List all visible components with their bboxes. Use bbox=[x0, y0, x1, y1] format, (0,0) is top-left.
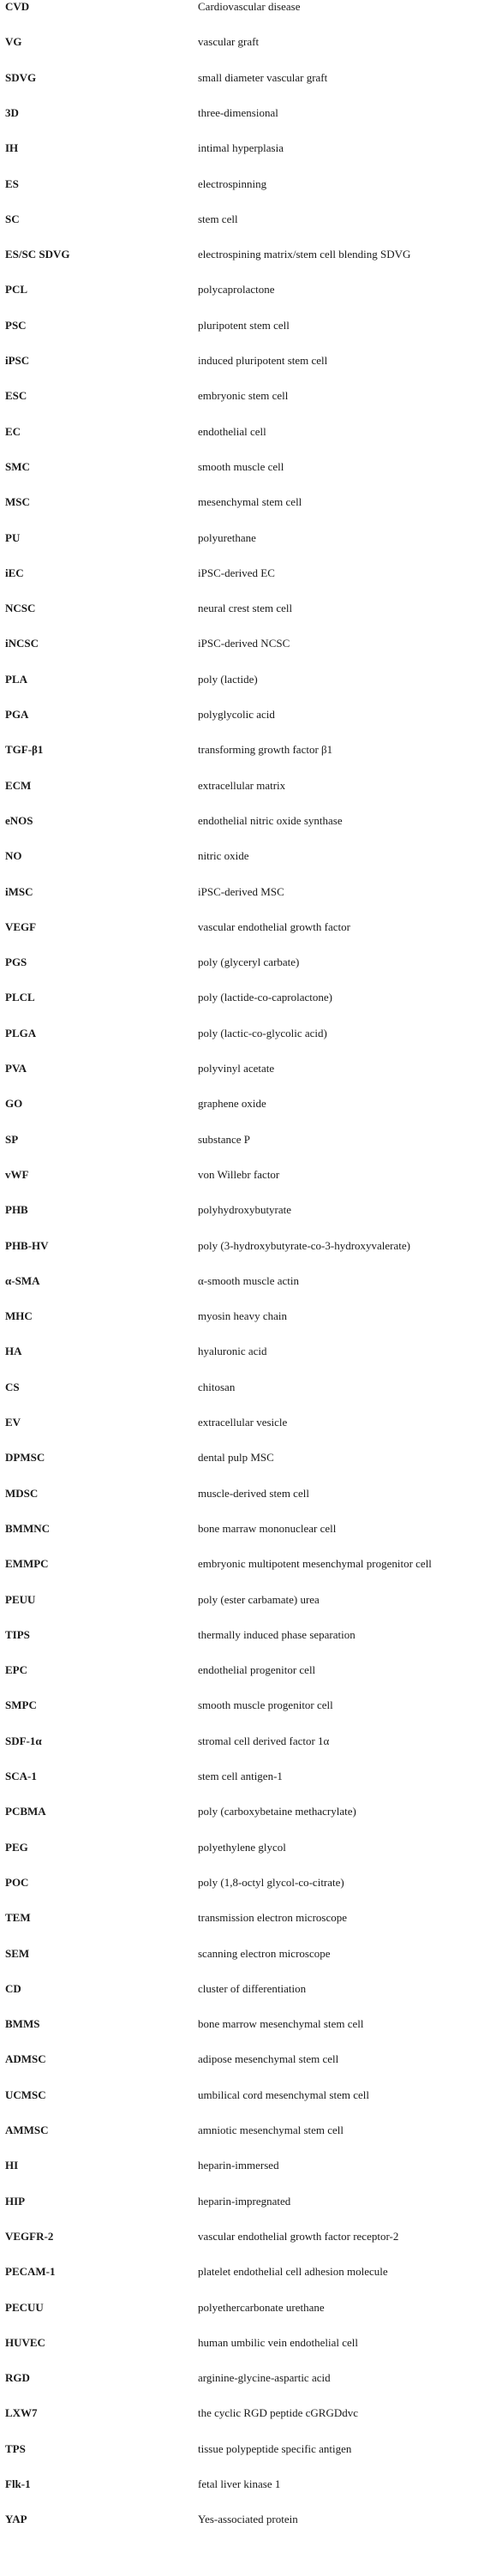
abbreviation-definition: muscle-derived stem cell bbox=[198, 1486, 309, 1500]
abbreviation-definition: electrospinning bbox=[198, 177, 267, 190]
abbreviation-term: PU bbox=[5, 530, 21, 544]
abbreviation-definition: induced pluripotent stem cell bbox=[198, 354, 328, 367]
abbreviation-definition: iPSC-derived EC bbox=[198, 566, 275, 579]
abbreviation-definition: bone marraw mononuclear cell bbox=[198, 1521, 337, 1535]
abbreviation-term: YAP bbox=[5, 2513, 27, 2526]
abbreviation-row bbox=[0, 1381, 478, 1412]
abbreviation-row bbox=[0, 2230, 478, 2261]
abbreviation-term: BMMNC bbox=[5, 1521, 50, 1535]
abbreviation-term: NO bbox=[5, 849, 22, 863]
abbreviation-definition: graphene oxide bbox=[198, 1097, 266, 1111]
abbreviation-definition: poly (lactide) bbox=[198, 672, 258, 686]
abbreviation-term: ES/SC SDVG bbox=[5, 248, 70, 261]
abbreviation-definition: iPSC-derived MSC bbox=[198, 884, 284, 898]
abbreviation-row bbox=[0, 2159, 478, 2190]
abbreviation-definition: endothelial cell bbox=[198, 424, 266, 438]
abbreviation-row bbox=[0, 71, 478, 103]
abbreviation-term: SDF-1α bbox=[5, 1734, 42, 1747]
abbreviation-row bbox=[0, 1274, 478, 1306]
abbreviation-row bbox=[0, 1911, 478, 1943]
abbreviation-row bbox=[0, 2017, 478, 2049]
abbreviation-term: iMSC bbox=[5, 884, 33, 898]
abbreviation-definition: transmission electron microscope bbox=[198, 1911, 348, 1925]
abbreviation-definition: mesenchymal stem cell bbox=[198, 495, 302, 509]
abbreviation-row bbox=[0, 885, 478, 917]
abbreviation-row bbox=[0, 141, 478, 173]
abbreviation-row bbox=[0, 779, 478, 811]
abbreviation-term: EPC bbox=[5, 1663, 27, 1677]
abbreviation-row bbox=[0, 1947, 478, 1979]
abbreviation-definition: transforming growth factor β1 bbox=[198, 743, 333, 757]
abbreviation-term: HUVEC bbox=[5, 2335, 45, 2349]
abbreviation-row bbox=[0, 2442, 478, 2474]
abbreviation-row bbox=[0, 1451, 478, 1483]
abbreviation-row bbox=[0, 849, 478, 881]
abbreviation-term: PLCL bbox=[5, 991, 35, 1004]
abbreviation-term: MHC bbox=[5, 1309, 33, 1323]
abbreviation-row bbox=[0, 1698, 478, 1730]
abbreviation-definition: von Willebr factor bbox=[198, 1167, 280, 1181]
abbreviation-row bbox=[0, 283, 478, 315]
abbreviation-row bbox=[0, 1062, 478, 1093]
abbreviation-row bbox=[0, 319, 478, 350]
abbreviation-row bbox=[0, 2052, 478, 2084]
abbreviation-term: RGD bbox=[5, 2371, 30, 2385]
abbreviation-term: LXW7 bbox=[5, 2406, 38, 2420]
abbreviation-row bbox=[0, 991, 478, 1022]
abbreviation-row bbox=[0, 2336, 478, 2368]
abbreviation-definition: umbilical cord mesenchymal stem cell bbox=[198, 2088, 369, 2101]
abbreviation-definition: poly (ester carbamate) urea bbox=[198, 1592, 320, 1606]
abbreviation-term: eNOS bbox=[5, 813, 33, 827]
abbreviation-term: CS bbox=[5, 1380, 20, 1393]
abbreviation-row bbox=[0, 956, 478, 987]
abbreviation-row bbox=[0, 1770, 478, 1801]
abbreviation-term: PECAM-1 bbox=[5, 2265, 56, 2279]
abbreviation-row bbox=[0, 1593, 478, 1625]
abbreviation-row bbox=[0, 743, 478, 775]
abbreviation-term: SP bbox=[5, 1132, 19, 1146]
abbreviation-row bbox=[0, 1876, 478, 1908]
abbreviation-term: PLGA bbox=[5, 1026, 37, 1039]
abbreviation-term: HIP bbox=[5, 2194, 26, 2208]
abbreviation-definition: stem cell bbox=[198, 212, 238, 225]
abbreviation-definition: vascular endothelial growth factor receptor-2 bbox=[198, 2229, 399, 2243]
abbreviation-row bbox=[0, 177, 478, 209]
abbreviation-row bbox=[0, 1522, 478, 1554]
abbreviation-row bbox=[0, 1097, 478, 1129]
abbreviation-row bbox=[0, 1841, 478, 1872]
abbreviation-term: ES bbox=[5, 177, 19, 190]
abbreviation-term: PECUU bbox=[5, 2300, 44, 2314]
abbreviation-row bbox=[0, 708, 478, 740]
abbreviation-definition: adipose mesenchymal stem cell bbox=[198, 2052, 339, 2066]
abbreviation-definition: scanning electron microscope bbox=[198, 1946, 331, 1960]
abbreviation-definition: Cardiovascular disease bbox=[198, 0, 301, 13]
abbreviation-row bbox=[0, 2088, 478, 2120]
abbreviation-definition: substance P bbox=[198, 1132, 251, 1146]
abbreviation-term: Flk-1 bbox=[5, 2477, 31, 2490]
abbreviation-definition: arginine-glycine-aspartic acid bbox=[198, 2371, 331, 2385]
abbreviation-definition: tissue polypeptide specific antigen bbox=[198, 2441, 352, 2455]
abbreviation-definition: poly (carboxybetaine methacrylate) bbox=[198, 1805, 356, 1818]
abbreviation-definition: vascular endothelial growth factor bbox=[198, 920, 350, 933]
abbreviation-row bbox=[0, 637, 478, 668]
abbreviation-definition: electrospining matrix/stem cell blending SDVG bbox=[198, 248, 411, 261]
abbreviation-definition: poly (3-hydroxybutyrate-co-3-hydroxyvalerate) bbox=[198, 1238, 410, 1252]
abbreviation-definition: hyaluronic acid bbox=[198, 1345, 267, 1358]
abbreviation-definition: poly (glyceryl carbate) bbox=[198, 956, 300, 969]
abbreviation-row bbox=[0, 566, 478, 598]
abbreviation-term: PGA bbox=[5, 708, 29, 721]
abbreviation-row bbox=[0, 425, 478, 457]
abbreviation-term: TEM bbox=[5, 1911, 31, 1925]
abbreviation-term: CD bbox=[5, 1981, 21, 1995]
abbreviation-term: PGS bbox=[5, 956, 27, 969]
abbreviation-row bbox=[0, 2301, 478, 2333]
abbreviation-row bbox=[0, 1027, 478, 1058]
abbreviation-definition: vascular graft bbox=[198, 35, 260, 49]
abbreviation-definition: smooth muscle cell bbox=[198, 459, 284, 473]
abbreviation-term: SDVG bbox=[5, 70, 37, 84]
abbreviation-row bbox=[0, 920, 478, 952]
abbreviation-row bbox=[0, 2406, 478, 2438]
abbreviation-term: 3D bbox=[5, 105, 19, 119]
abbreviation-row bbox=[0, 1168, 478, 1200]
abbreviation-row bbox=[0, 106, 478, 138]
abbreviation-row bbox=[0, 531, 478, 563]
abbreviation-row bbox=[0, 673, 478, 704]
abbreviation-row bbox=[0, 2371, 478, 2403]
abbreviation-row bbox=[0, 354, 478, 386]
abbreviation-definition: intimal hyperplasia bbox=[198, 141, 284, 155]
abbreviation-term: EMMPC bbox=[5, 1557, 49, 1571]
abbreviation-row bbox=[0, 1663, 478, 1695]
abbreviation-term: PCL bbox=[5, 283, 27, 297]
abbreviation-row bbox=[0, 213, 478, 244]
abbreviation-row bbox=[0, 460, 478, 492]
abbreviation-term: PHB bbox=[5, 1203, 28, 1217]
abbreviation-term: MSC bbox=[5, 495, 30, 509]
abbreviation-term: PLA bbox=[5, 672, 27, 686]
abbreviation-term: AMMSC bbox=[5, 2124, 49, 2136]
abbreviation-row bbox=[0, 814, 478, 846]
abbreviation-row bbox=[0, 1734, 478, 1766]
abbreviation-definition: three-dimensional bbox=[198, 105, 278, 119]
abbreviation-row bbox=[0, 2513, 478, 2544]
abbreviation-term: PVA bbox=[5, 1062, 27, 1075]
abbreviation-row bbox=[0, 1628, 478, 1660]
abbreviation-term: ESC bbox=[5, 389, 27, 403]
abbreviation-definition: embryonic multipotent mesenchymal progenitor cell bbox=[198, 1557, 432, 1571]
abbreviation-term: iEC bbox=[5, 566, 24, 579]
abbreviation-definition: neural crest stem cell bbox=[198, 602, 293, 615]
abbreviation-term: EV bbox=[5, 1416, 21, 1429]
abbreviation-definition: smooth muscle progenitor cell bbox=[198, 1698, 333, 1712]
abbreviation-definition: human umbilic vein endothelial cell bbox=[198, 2335, 359, 2349]
abbreviation-term: NCSC bbox=[5, 602, 36, 615]
abbreviation-row bbox=[0, 495, 478, 527]
abbreviation-row bbox=[0, 1416, 478, 1447]
abbreviation-term: VEGFR-2 bbox=[5, 2229, 54, 2243]
abbreviation-row bbox=[0, 389, 478, 421]
abbreviation-definition: poly (1,8-octyl glycol-co-citrate) bbox=[198, 1875, 344, 1889]
abbreviation-definition: nitric oxide bbox=[198, 849, 249, 863]
abbreviation-definition: polyurethane bbox=[198, 530, 256, 544]
abbreviation-definition: the cyclic RGD peptide cGRGDdvc bbox=[198, 2406, 359, 2420]
abbreviation-definition: polycaprolactone bbox=[198, 283, 275, 297]
abbreviation-row bbox=[0, 2124, 478, 2155]
abbreviation-term: CVD bbox=[5, 0, 30, 13]
abbreviation-term: SEM bbox=[5, 1946, 30, 1960]
abbreviation-definition: bone marrow mesenchymal stem cell bbox=[198, 2017, 364, 2031]
abbreviation-definition: stem cell antigen-1 bbox=[198, 1770, 283, 1782]
abbreviation-definition: iPSC-derived NCSC bbox=[198, 637, 290, 650]
abbreviation-row bbox=[0, 1345, 478, 1376]
abbreviation-definition: platelet endothelial cell adhesion molecule bbox=[198, 2265, 388, 2279]
abbreviation-term: POC bbox=[5, 1875, 29, 1889]
abbreviation-term: ADMSC bbox=[5, 2052, 46, 2066]
abbreviation-row bbox=[0, 1982, 478, 2014]
abbreviation-definition: extracellular vesicle bbox=[198, 1416, 288, 1429]
abbreviation-row bbox=[0, 1239, 478, 1271]
abbreviation-term: TPS bbox=[5, 2441, 26, 2455]
abbreviation-term: VEGF bbox=[5, 920, 37, 933]
abbreviation-term: TIPS bbox=[5, 1627, 30, 1641]
abbreviation-definition: polyvinyl acetate bbox=[198, 1062, 275, 1075]
abbreviation-row bbox=[0, 1557, 478, 1589]
abbreviation-definition: polyethylene glycol bbox=[198, 1840, 286, 1854]
abbreviation-row bbox=[0, 35, 478, 67]
abbreviation-term: HA bbox=[5, 1345, 22, 1358]
abbreviation-definition: poly (lactide-co-caprolactone) bbox=[198, 991, 332, 1004]
abbreviation-term: EC bbox=[5, 424, 21, 438]
abbreviation-definition: fetal liver kinase 1 bbox=[198, 2477, 281, 2490]
abbreviation-term: PHB-HV bbox=[5, 1238, 49, 1252]
abbreviation-term: SCA-1 bbox=[5, 1770, 37, 1782]
abbreviation-row bbox=[0, 0, 478, 32]
abbreviation-row bbox=[0, 602, 478, 633]
abbreviation-definition: polyglycolic acid bbox=[198, 708, 275, 721]
abbreviation-term: HI bbox=[5, 2159, 19, 2172]
abbreviation-term: α-SMA bbox=[5, 1273, 40, 1287]
abbreviation-term: VG bbox=[5, 35, 22, 49]
abbreviation-term: PEG bbox=[5, 1840, 28, 1854]
abbreviation-term: TGF-β1 bbox=[5, 743, 44, 757]
abbreviation-definition: endothelial nitric oxide synthase bbox=[198, 813, 343, 827]
abbreviation-definition: heparin-impregnated bbox=[198, 2194, 291, 2208]
abbreviation-term: MDSC bbox=[5, 1486, 39, 1500]
abbreviation-term: GO bbox=[5, 1097, 23, 1111]
abbreviation-row bbox=[0, 2477, 478, 2509]
abbreviation-term: SMC bbox=[5, 459, 30, 473]
abbreviation-term: PSC bbox=[5, 318, 27, 332]
abbreviation-definition: thermally induced phase separation bbox=[198, 1627, 356, 1641]
abbreviation-row bbox=[0, 1133, 478, 1165]
abbreviation-term: SMPC bbox=[5, 1698, 37, 1712]
abbreviation-definition: dental pulp MSC bbox=[198, 1451, 274, 1465]
abbreviation-term: iPSC bbox=[5, 354, 30, 367]
abbreviation-term: vWF bbox=[5, 1167, 29, 1181]
abbreviation-term: DPMSC bbox=[5, 1451, 45, 1465]
abbreviation-term: SC bbox=[5, 212, 20, 225]
abbreviation-row bbox=[0, 2195, 478, 2226]
abbreviation-term: iNCSC bbox=[5, 637, 39, 650]
abbreviation-definition: cluster of differentiation bbox=[198, 1981, 307, 1995]
abbreviation-row bbox=[0, 1487, 478, 1519]
abbreviation-term: IH bbox=[5, 141, 19, 155]
abbreviation-definition: polyethercarbonate urethane bbox=[198, 2300, 325, 2314]
abbreviation-row bbox=[0, 1203, 478, 1235]
abbreviation-definition: amniotic mesenchymal stem cell bbox=[198, 2124, 344, 2136]
abbreviation-definition: polyhydroxybutyrate bbox=[198, 1203, 292, 1217]
abbreviation-definition: heparin-immersed bbox=[198, 2159, 279, 2172]
abbreviation-term: ECM bbox=[5, 778, 32, 792]
abbreviation-definition: endothelial progenitor cell bbox=[198, 1663, 316, 1677]
abbreviation-term: BMMS bbox=[5, 2017, 40, 2031]
abbreviation-row bbox=[0, 1805, 478, 1836]
abbreviation-definition: stromal cell derived factor 1α bbox=[198, 1734, 330, 1747]
abbreviation-term: PCBMA bbox=[5, 1805, 46, 1818]
abbreviation-definition: chitosan bbox=[198, 1380, 236, 1393]
abbreviation-row bbox=[0, 2265, 478, 2297]
abbreviation-row bbox=[0, 248, 478, 279]
abbreviation-definition: poly (lactic-co-glycolic acid) bbox=[198, 1026, 327, 1039]
abbreviation-term: UCMSC bbox=[5, 2088, 46, 2101]
abbreviation-row bbox=[0, 1309, 478, 1341]
abbreviation-definition: extracellular matrix bbox=[198, 778, 286, 792]
abbreviation-definition: myosin heavy chain bbox=[198, 1309, 287, 1323]
abbreviation-definition: Yes-associated protein bbox=[198, 2513, 298, 2526]
abbreviation-definition: embryonic stem cell bbox=[198, 389, 289, 403]
abbreviation-definition: pluripotent stem cell bbox=[198, 318, 290, 332]
abbreviation-term: PEUU bbox=[5, 1592, 36, 1606]
abbreviation-definition: small diameter vascular graft bbox=[198, 70, 328, 84]
abbreviation-definition: α-smooth muscle actin bbox=[198, 1273, 300, 1287]
